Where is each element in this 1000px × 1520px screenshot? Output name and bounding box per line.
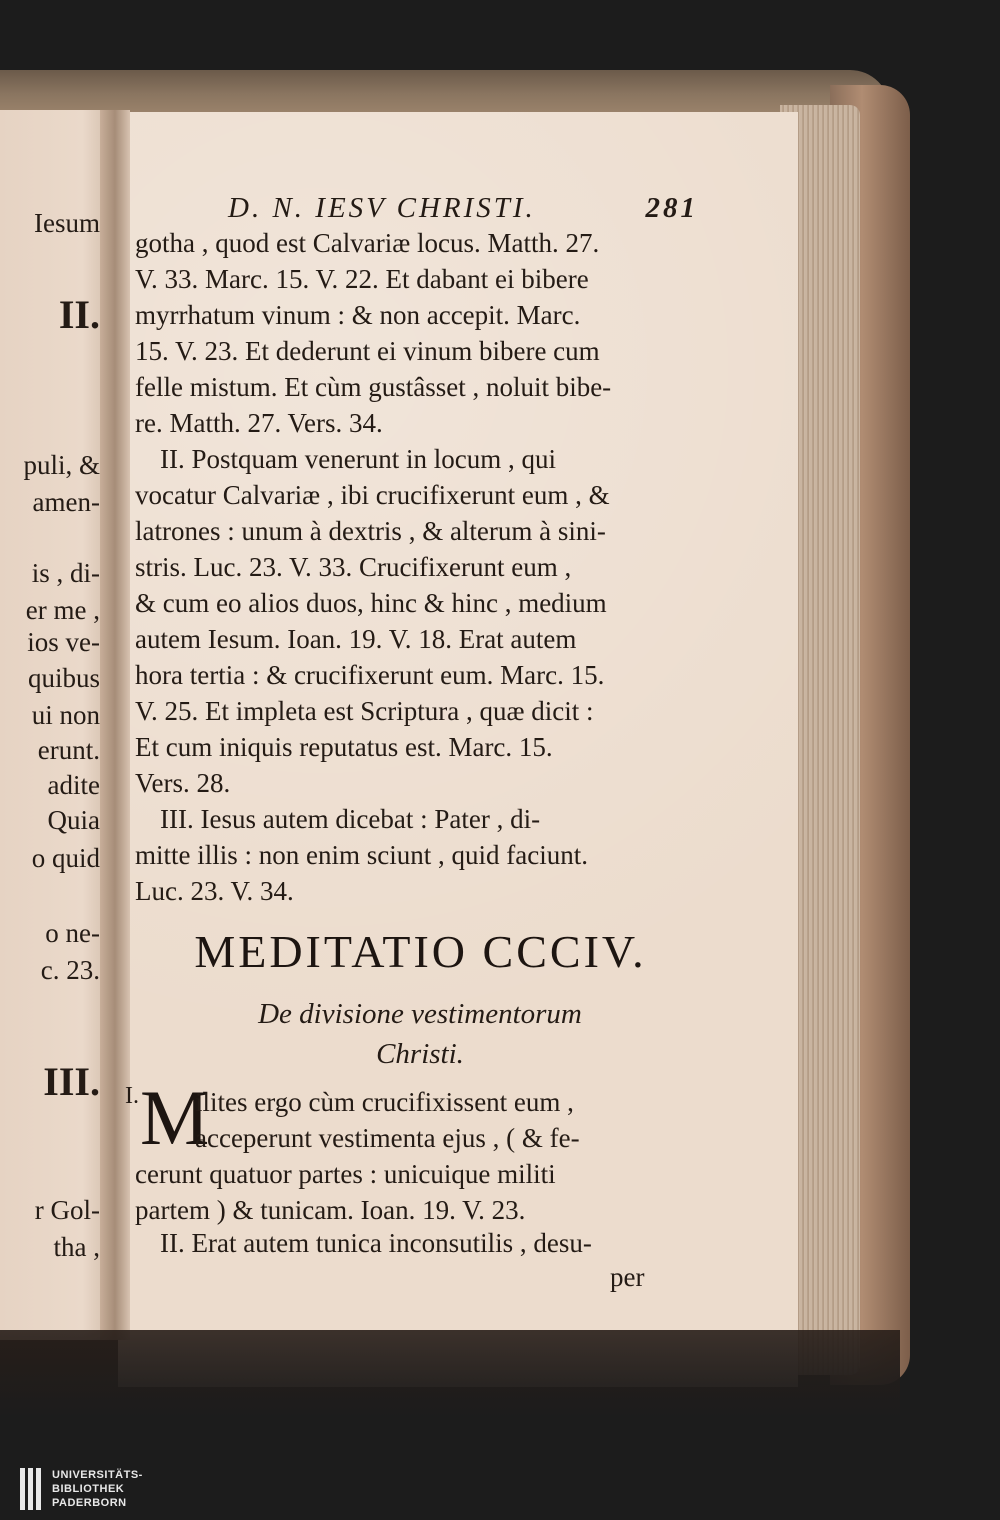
subheading-line-1: De divisione vestimentorum bbox=[258, 998, 582, 1030]
left-page-line: amen- bbox=[32, 487, 100, 517]
left-page-line: Iesum bbox=[34, 208, 100, 238]
paragraph-number: I. bbox=[125, 1083, 139, 1109]
library-logo bbox=[20, 1468, 220, 1510]
left-page-line: ui non bbox=[31, 700, 100, 730]
left-page-line: tha , bbox=[53, 1232, 100, 1262]
left-page-line: II. bbox=[58, 292, 100, 337]
drop-cap: M bbox=[140, 1074, 210, 1161]
text-line: gotha , quod est Calvariæ locus. Matth. 27. bbox=[135, 228, 600, 258]
bottom-shadow bbox=[0, 1330, 900, 1420]
logo-line-3: PADERBORN bbox=[52, 1497, 127, 1509]
meditation-heading: MEDITATIO CCCIV. bbox=[194, 926, 647, 977]
left-page-line: Quia bbox=[47, 805, 100, 835]
book-gutter bbox=[100, 110, 130, 1340]
left-page-line: ios ve- bbox=[27, 627, 100, 657]
text-line: V. 25. Et impleta est Scriptura , quæ dicit : bbox=[135, 696, 594, 726]
text-line: vocatur Calvariæ , ibi crucifixerunt eum , & bbox=[135, 480, 610, 510]
text-line: & cum eo alios duos, hinc & hinc , medium bbox=[135, 588, 607, 618]
left-page-line: er me , bbox=[25, 595, 100, 625]
text-line: Luc. 23. V. 34. bbox=[135, 876, 294, 906]
text-line: latrones : unum à dextris , & alterum à sini- bbox=[135, 516, 606, 546]
text-line: felle mistum. Et cùm gustâsset , noluit bibe- bbox=[135, 372, 612, 402]
left-page-line: III. bbox=[43, 1059, 100, 1104]
left-page-line: erunt. bbox=[37, 735, 100, 765]
meditation-line: II. Erat autem tunica inconsutilis , desu- bbox=[160, 1228, 592, 1258]
text-line: mitte illis : non enim sciunt , quid faciunt. bbox=[135, 840, 588, 870]
left-page-line: o ne- bbox=[45, 918, 100, 948]
text-line: V. 33. Marc. 15. V. 22. Et dabant ei bibere bbox=[135, 264, 589, 294]
left-page-line: quibus bbox=[27, 663, 100, 693]
logo-bars-icon bbox=[20, 1468, 48, 1510]
text-line: hora tertia : & crucifixerunt eum. Marc. 15. bbox=[135, 660, 605, 690]
running-head bbox=[228, 192, 698, 228]
left-page-line: r Gol- bbox=[34, 1195, 100, 1225]
meditation-line: cerunt quatuor partes : unicuique militi bbox=[135, 1159, 556, 1189]
text-line: Vers. 28. bbox=[135, 768, 231, 798]
text-line: autem Iesum. Ioan. 19. V. 18. Erat autem bbox=[135, 624, 577, 654]
text-line: II. Postquam venerunt in locum , qui bbox=[160, 444, 556, 474]
running-title: D. N. IESV CHRISTI. bbox=[228, 192, 536, 224]
left-page-line: o quid bbox=[31, 843, 100, 873]
left-page-line: puli, & bbox=[23, 450, 100, 480]
logo-text bbox=[52, 1468, 143, 1510]
page-number: 281 bbox=[645, 192, 698, 224]
text-line: re. Matth. 27. Vers. 34. bbox=[135, 408, 383, 438]
text-line: myrrhatum vinum : & non accepit. Marc. bbox=[135, 300, 581, 330]
meditation-line: acceperunt vestimenta ejus , ( & fe- bbox=[195, 1123, 580, 1153]
left-page-line: c. 23. bbox=[40, 955, 100, 985]
meditation-line: ilites ergo cùm crucifixissent eum , bbox=[195, 1087, 574, 1117]
subheading-line-2: Christi. bbox=[376, 1038, 464, 1070]
text-line: stris. Luc. 23. V. 33. Crucifixerunt eum , bbox=[135, 552, 572, 582]
logo-line-2: BIBLIOTHEK bbox=[52, 1483, 125, 1495]
text-line: Et cum iniquis reputatus est. Marc. 15. bbox=[135, 732, 553, 762]
catchword: per bbox=[610, 1262, 645, 1292]
left-page-line: is , di- bbox=[31, 558, 100, 588]
logo-line-1: UNIVERSITÄTS- bbox=[52, 1469, 143, 1481]
meditation-line: partem ) & tunicam. Ioan. 19. V. 23. bbox=[135, 1195, 526, 1225]
text-line: III. Iesus autem dicebat : Pater , di- bbox=[160, 804, 541, 834]
left-page-line: adite bbox=[47, 770, 100, 800]
text-line: 15. V. 23. Et dederunt ei vinum bibere cum bbox=[135, 336, 600, 366]
